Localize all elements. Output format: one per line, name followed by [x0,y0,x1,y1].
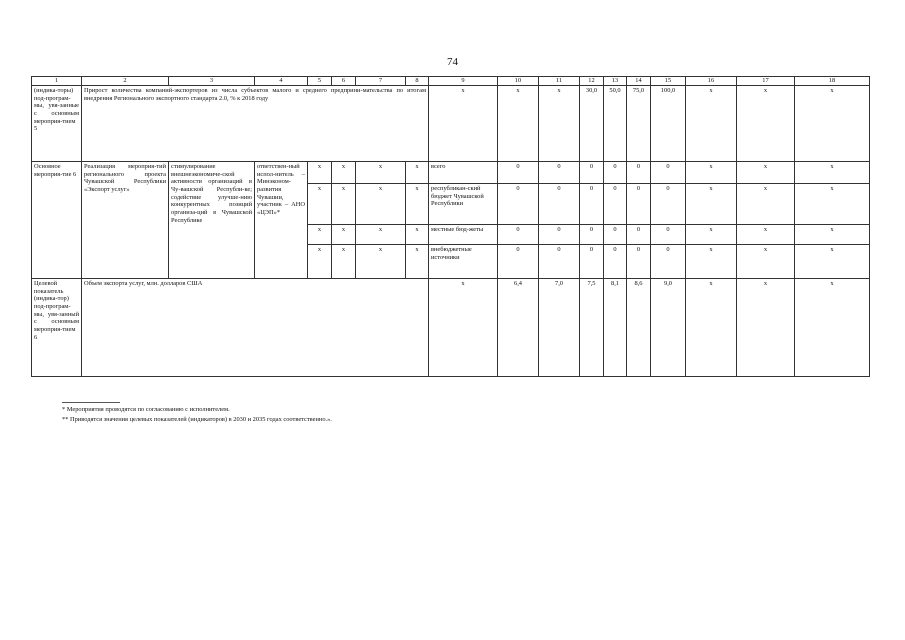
code-cell: х [308,162,332,184]
value-cell: х [737,279,795,377]
code-cell: х [406,184,429,225]
header-cell: 4 [255,77,308,86]
header-cell: 17 [737,77,795,86]
value-cell: 9,0 [651,279,686,377]
table-row [32,86,870,162]
value-cell: 0 [539,162,580,184]
header-cell: 13 [604,77,627,86]
code-cell: х [406,225,429,245]
header-cell: 3 [169,77,255,86]
row-label: Основное мероприя-тие 6 [32,162,82,279]
value-cell: х [795,245,870,279]
funding-source: всего [429,162,498,184]
value-cell: 0 [580,225,604,245]
footnote: ** Приводятся значения целевых показателей (индикаторов) в 2030 и 2035 годах соответственно.». [62,415,332,423]
header-cell: 5 [308,77,332,86]
value-cell: 0 [498,184,539,225]
funding-source: местные бюд-жеты [429,225,498,245]
value-cell: 0 [539,225,580,245]
value-cell: х [539,86,580,162]
code-cell: х [332,245,356,279]
value-cell: 0 [604,162,627,184]
value-cell: 0 [627,184,651,225]
event-name: Реализация мероприя-тий регионального проекта Чувашской Республики «Экспорт услуг» [82,162,169,279]
header-cell: 8 [406,77,429,86]
value-cell: 30,0 [580,86,604,162]
row-label: Целевой показатель (индика-тор) под-програм-мы, увя-занный с основным мероприя-тием 6 [32,279,82,377]
header-cell: 1 [32,77,82,86]
value-cell: х [686,279,737,377]
value-cell: 6,4 [498,279,539,377]
value-cell: х [795,184,870,225]
value-cell: х [429,279,498,377]
value-cell: х [498,86,539,162]
value-cell: 8,1 [604,279,627,377]
code-cell: х [356,225,406,245]
column-number-row [32,77,870,86]
table-row [32,162,870,184]
event-executor: ответствен-ный испол-нитель – Минэконом-развития Чувашии, участник – АНО «ЦЭП»* [255,162,308,279]
value-cell: 0 [604,225,627,245]
value-cell: х [795,162,870,184]
value-cell: 0 [651,162,686,184]
value-cell: х [686,86,737,162]
value-cell: 0 [580,245,604,279]
value-cell: х [686,245,737,279]
code-cell: х [308,225,332,245]
value-cell: х [737,245,795,279]
indicator-name: Прирост количества компаний-экспортеров из числа субъектов малого и среднего предприни-мательства по итогам внедрения Регионального экспортного стандарта 2.0, % к 2018 году [82,86,429,162]
value-cell: 0 [627,245,651,279]
header-cell: 16 [686,77,737,86]
header-cell: 6 [332,77,356,86]
header-cell: 11 [539,77,580,86]
footnote: * Мероприятия проводятся по согласованию с исполнителем. [62,406,230,413]
page-number: 74 [447,56,458,68]
row-label: (индика-торы) под-програм-мы, увя-занные с основным мероприя-тием 5 [32,86,82,162]
header-cell: 18 [795,77,870,86]
header-cell: 2 [82,77,169,86]
value-cell: 0 [627,162,651,184]
value-cell: 0 [498,162,539,184]
value-cell: 8,6 [627,279,651,377]
value-cell: 0 [651,245,686,279]
code-cell: х [308,184,332,225]
value-cell: х [737,225,795,245]
value-cell: х [686,225,737,245]
code-cell: х [356,245,406,279]
header-cell: 12 [580,77,604,86]
value-cell: х [795,279,870,377]
value-cell: 50,0 [604,86,627,162]
value-cell: 0 [539,184,580,225]
header-cell: 7 [356,77,406,86]
code-cell: х [332,184,356,225]
code-cell: х [356,162,406,184]
value-cell: х [429,86,498,162]
header-cell: 10 [498,77,539,86]
value-cell: 7,0 [539,279,580,377]
value-cell: х [737,184,795,225]
value-cell: 0 [580,162,604,184]
code-cell: х [356,184,406,225]
header-cell: 15 [651,77,686,86]
code-cell: х [406,162,429,184]
code-cell: х [332,225,356,245]
value-cell: х [737,86,795,162]
value-cell: 7,5 [580,279,604,377]
code-cell: х [332,162,356,184]
value-cell: х [795,86,870,162]
program-table [31,76,870,377]
value-cell: 0 [498,225,539,245]
indicator-name: Объем экспорта услуг, млн. долларов США [82,279,429,377]
value-cell: х [686,162,737,184]
value-cell: 0 [627,225,651,245]
footnote-divider [62,402,120,403]
header-cell: 9 [429,77,498,86]
value-cell: 75,0 [627,86,651,162]
value-cell: 0 [651,225,686,245]
header-cell: 14 [627,77,651,86]
code-cell: х [406,245,429,279]
event-goal: стимулирование внешнеэкономиче-ской активности организаций в Чу-вашской Республи-ке; содействие улучше-нию конкурентных позиций организа-ций в Чувашской Республике [169,162,255,279]
value-cell: х [737,162,795,184]
value-cell: 0 [498,245,539,279]
value-cell: 100,0 [651,86,686,162]
funding-source: внебюджетные источники [429,245,498,279]
value-cell: 0 [604,184,627,225]
footnotes [62,405,332,424]
value-cell: 0 [539,245,580,279]
code-cell: х [308,245,332,279]
funding-source: республикан-ский бюджет Чувашской Республики [429,184,498,225]
value-cell: 0 [651,184,686,225]
value-cell: 0 [580,184,604,225]
value-cell: х [795,225,870,245]
value-cell: 0 [604,245,627,279]
value-cell: х [686,184,737,225]
table-row [32,279,870,377]
